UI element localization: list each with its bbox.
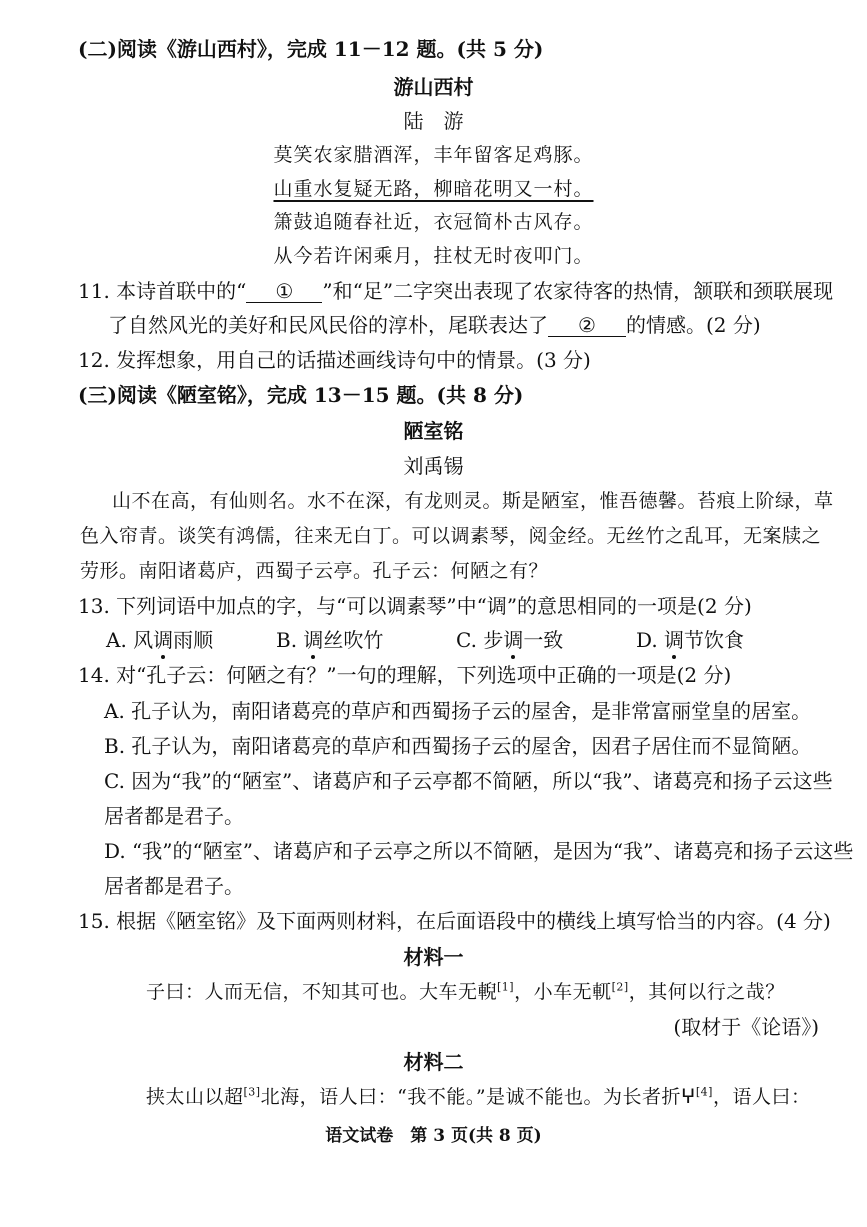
question-text: 的情感。(2 分) (626, 313, 761, 337)
option-text: 步 (483, 628, 504, 652)
dotted-char: 调 (664, 625, 684, 655)
option-text: 节饮食 (684, 628, 745, 652)
material-text: 北海，语人曰：“我不能。”是诚不能也。为长者折 (260, 1086, 682, 1108)
option-d[interactable] (636, 625, 744, 655)
option-letter: D. (636, 628, 665, 652)
poem-title: 游山西村 (393, 75, 474, 99)
question-text: 了自然风光的美好和民风民俗的淳朴，尾联表达了 (108, 313, 548, 337)
question-12: 12. 发挥想象，用自己的话描述画线诗句中的情景。(3 分) (78, 348, 591, 372)
section-header: (三)阅读《陋室铭》，完成 13－15 题。(共 8 分) (78, 383, 524, 407)
material-text: ，其何以行之哉？ (628, 981, 785, 1003)
option-letter: A. (106, 628, 134, 652)
material-text: 挟太山以超 (146, 1086, 244, 1108)
footnote-ref: [1] (497, 980, 515, 994)
material-text: ，语人曰： (712, 1086, 811, 1108)
underlined-text: 山重水复疑无路，柳暗花明又一村。 (273, 178, 594, 200)
option-text: 风 (133, 628, 154, 652)
question-11 (78, 276, 833, 306)
material-1-title: 材料一 (403, 945, 464, 969)
material-2-text (146, 1082, 810, 1112)
poem-line: 从今若许闲乘月，拄杖无时夜叩门。 (273, 245, 594, 267)
classical-text-line: 山不在高，有仙则名。水不在深，有龙则灵。斯是陋室，惟吾德馨。苔痕上阶绿，草 (112, 490, 834, 512)
text-author: 刘禹锡 (403, 454, 464, 478)
poem-line: 莫笑农家腊酒浑，丰年留客足鸡豚。 (273, 144, 594, 166)
option-b[interactable]: B. 孔子认为，南阳诸葛亮的草庐和西蜀扬子云的屋舍，因君子居住而不显简陋。 (104, 734, 812, 758)
dotted-char: 调 (503, 625, 523, 655)
option-d[interactable]: D. “我”的“陋室”、诸葛庐和子云亭之所以不简陋，是因为“我”、诸葛亮和扬子云这些 (104, 839, 854, 863)
option-c[interactable] (456, 625, 563, 655)
dotted-char: 调 (303, 625, 323, 655)
classical-text-line: 色入帘青。谈笑有鸿儒，往来无白丁。可以调素琴，阅金经。无丝竹之乱耳，无案牍之 (80, 525, 822, 547)
option-letter: C. (456, 628, 484, 652)
material-1-source: (取材于《论语》) (673, 1015, 819, 1039)
material-1-text (146, 977, 785, 1007)
footnote-ref: [2] (611, 980, 629, 994)
option-text: 丝吹竹 (323, 628, 384, 652)
poem-line-underlined (0, 174, 867, 204)
option-text: 雨顺 (173, 628, 214, 652)
question-text: 11. 本诗首联中的“ (78, 279, 247, 303)
answer-blank-2[interactable]: ② (548, 314, 626, 337)
question-text: ”和“足”二字突出表现了农家待客的热情，颔联和颈联展现 (322, 279, 834, 303)
footnote-ref: [4] (695, 1085, 713, 1099)
option-d-cont: 居者都是君子。 (104, 874, 244, 898)
dotted-char: 调 (153, 625, 173, 655)
option-a[interactable]: A. 孔子认为，南阳诸葛亮的草庐和西蜀扬子云的屋舍，是非常富丽堂皇的居室。 (104, 699, 812, 723)
section-header: (二)阅读《游山西村》，完成 11－12 题。(共 5 分) (78, 37, 544, 61)
question-14: 14. 对“孔子云：何陋之有？”一句的理解，下列选项中正确的一项是(2 分) (78, 663, 732, 687)
page-footer: 语文试卷 第 3 页(共 8 页) (325, 1126, 542, 1146)
question-13: 13. 下列词语中加点的字，与“可以调素琴”中“调”的意思相同的一项是(2 分) (78, 594, 752, 618)
material-text: 子曰：人而无信，不知其可也。大车无輗 (146, 981, 498, 1003)
partial-char: ⵖ (681, 1086, 696, 1108)
option-c[interactable]: C. 因为“我”的“陋室”、诸葛庐和子云亭都不简陋，所以“我”、诸葛亮和扬子云这些 (104, 769, 833, 793)
poem-line: 箫鼓追随春社近，衣冠简朴古风存。 (273, 211, 594, 233)
option-text: 一致 (523, 628, 564, 652)
footnote-ref: [3] (243, 1085, 261, 1099)
option-c-cont: 居者都是君子。 (104, 804, 244, 828)
text-title: 陋室铭 (403, 419, 464, 443)
answer-blank-1[interactable]: ① (246, 280, 322, 303)
option-a[interactable] (106, 625, 213, 655)
material-2-title: 材料二 (403, 1050, 464, 1074)
option-b[interactable] (276, 625, 383, 655)
question-15: 15. 根据《陋室铭》及下面两则材料，在后面语段中的横线上填写恰当的内容。(4 分) (78, 909, 831, 933)
material-text: ，小车无軏 (514, 981, 612, 1003)
option-letter: B. (276, 628, 304, 652)
poem-author: 陆 游 (403, 109, 464, 133)
classical-text-line: 劳形。南阳诸葛庐，西蜀子云亭。孔子云：何陋之有？ (80, 560, 549, 582)
question-11-cont (108, 310, 761, 340)
